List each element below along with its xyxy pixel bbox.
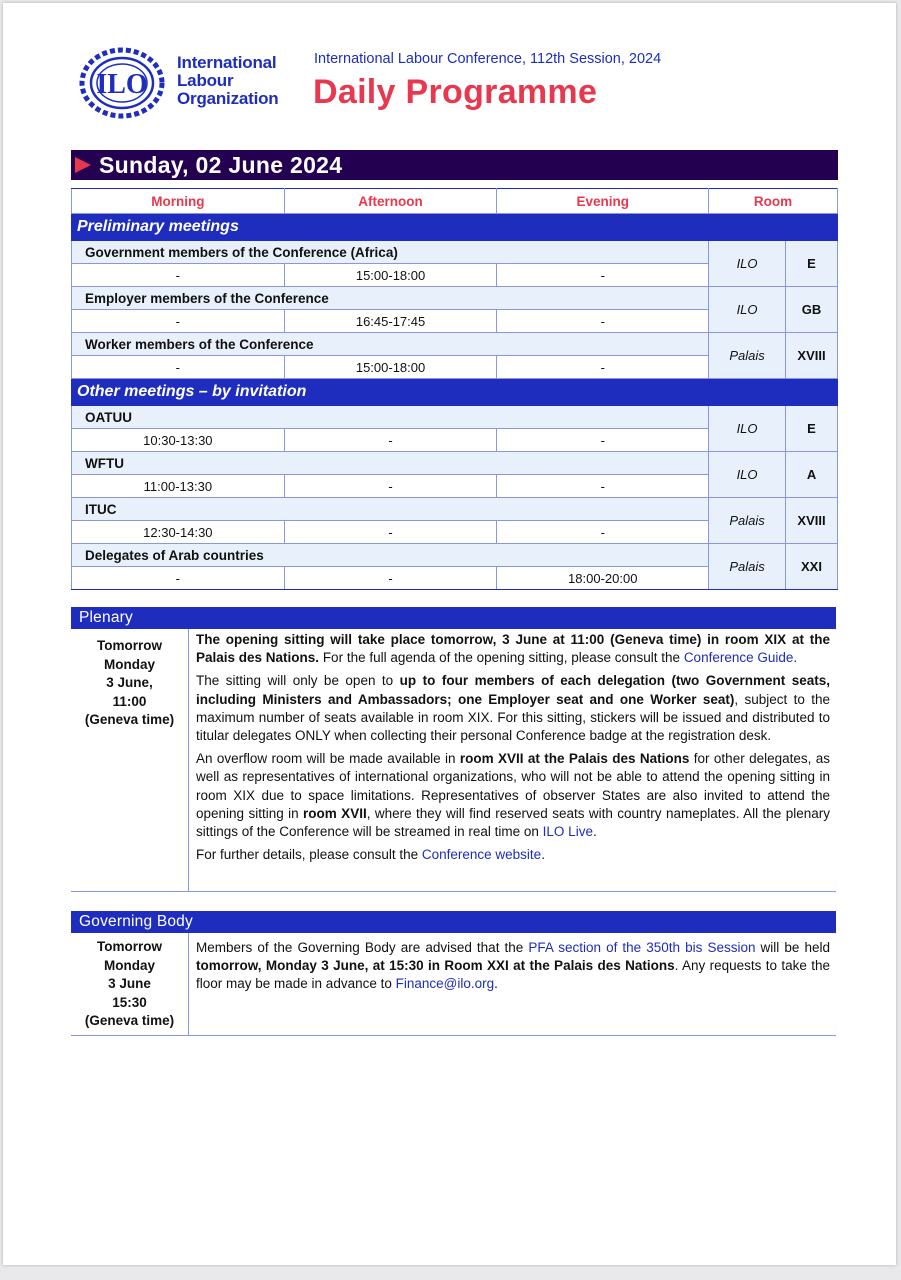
meeting-room: XVIII	[786, 498, 838, 544]
schedule-table	[71, 188, 838, 590]
text: , subject to the maximum number of seats available in room XIX. For this sitting, stickers will be issued and distributed to titular delegates ONLY when collecting their personal Conference badge at the registration desk.	[196, 691, 830, 744]
text: .	[541, 847, 545, 863]
meeting-org: Palais	[709, 544, 786, 590]
meeting-morning: -	[72, 310, 285, 333]
meeting-morning: 11:00-13:30	[72, 475, 285, 498]
plenary-section-title: Plenary	[71, 607, 836, 629]
section-row	[72, 379, 838, 406]
meeting-morning: 10:30-13:30	[72, 429, 285, 452]
meeting-afternoon: -	[284, 429, 497, 452]
text: . Any requests to take the floor may be made in advance to	[196, 958, 831, 992]
text: .	[592, 824, 597, 840]
meeting-name-row	[72, 241, 838, 264]
meeting-name: WFTU	[72, 452, 709, 475]
finance-email-link[interactable]: Finance@ilo.org	[395, 976, 495, 992]
meeting-room: E	[786, 406, 838, 452]
meeting-morning: 12:30-14:30	[72, 521, 285, 544]
meeting-room: E	[786, 241, 838, 287]
when-line: (Geneva time)	[84, 712, 175, 727]
header-afternoon: Afternoon	[284, 189, 497, 214]
meeting-org: Palais	[709, 333, 786, 379]
bold-text: room XVII	[303, 805, 367, 821]
meeting-afternoon: -	[284, 475, 497, 498]
meeting-morning: -	[72, 356, 285, 379]
page-title: Daily Programme	[313, 73, 598, 111]
meeting-room: XXI	[786, 544, 838, 590]
when-line: Tomorrow	[97, 638, 162, 653]
header-evening: Evening	[497, 189, 709, 214]
meeting-room: XVIII	[786, 333, 838, 379]
table-header-row	[72, 189, 838, 214]
meeting-name: Worker members of the Conference	[72, 333, 709, 356]
play-triangle-icon	[75, 157, 91, 173]
meeting-afternoon: 15:00-18:00	[284, 356, 497, 379]
meeting-org: Palais	[709, 498, 786, 544]
meeting-org: ILO	[709, 452, 786, 498]
meeting-org: ILO	[709, 287, 786, 333]
governing-body-section	[71, 933, 836, 1036]
section-title: Other meetings – by invitation	[72, 379, 709, 406]
plenary-paragraph	[196, 672, 830, 745]
text: For the full agenda of the opening sitting, please consult the	[319, 650, 684, 666]
meeting-name: Delegates of Arab countries	[72, 544, 709, 567]
when-line: 3 June,	[106, 675, 153, 690]
meeting-morning: -	[72, 264, 285, 287]
meeting-name-row	[72, 287, 838, 310]
plenary-text	[196, 631, 830, 864]
conference-guide-link[interactable]: Conference Guide	[683, 650, 794, 666]
plenary-paragraph	[196, 631, 830, 667]
meeting-evening: 18:00-20:00	[497, 567, 709, 590]
text: .	[793, 650, 798, 666]
meeting-evening: -	[497, 429, 709, 452]
text: An overflow room will be made available in	[196, 751, 460, 767]
meeting-afternoon: -	[284, 567, 497, 590]
meeting-evening: -	[497, 310, 709, 333]
text: The sitting will only be open to	[196, 673, 400, 689]
ilo-logo-icon	[78, 47, 166, 119]
date-label: Sunday, 02 June 2024	[99, 152, 343, 178]
governing-body-paragraph	[196, 939, 830, 994]
date-bar	[71, 150, 838, 180]
when-line: 15:30	[112, 994, 147, 1010]
governing-body-when	[71, 933, 189, 1035]
text: for other delegates, as well as representatives of international organizations, who will not be able to attend the opening sitting in room XIX due to space limitations. Representatives of observer States are also invited to attend the opening sitting in	[196, 751, 830, 821]
meeting-evening: -	[497, 475, 709, 498]
meeting-afternoon: -	[284, 521, 497, 544]
bold-text: up to four members of each delegation (two Government seats, including Ministers and Ambassadors; one Employer seat and one Worker seat)	[196, 673, 830, 707]
meeting-name-row	[72, 406, 838, 429]
organization-name	[177, 54, 279, 108]
meeting-name: Government members of the Conference (Africa)	[72, 241, 709, 264]
meeting-room: GB	[786, 287, 838, 333]
conference-website-link[interactable]: Conference website	[421, 847, 542, 863]
meeting-name: OATUU	[72, 406, 709, 429]
text: Members of the Governing Body are advised that the	[196, 940, 529, 955]
when-line: Monday	[103, 656, 155, 672]
meeting-name: Employer members of the Conference	[72, 287, 709, 310]
when-line: 11:00	[112, 693, 147, 709]
session-title: International Labour Conference, 112th Session, 2024	[314, 51, 662, 67]
bold-text: room XVII at the Palais des Nations	[459, 751, 690, 767]
logo-text: ILO	[96, 69, 148, 100]
text: For further details, please consult the	[196, 847, 422, 863]
meeting-name-row	[72, 452, 838, 475]
ilo-live-link[interactable]: ILO Live	[542, 824, 593, 840]
text: will be held	[755, 940, 831, 955]
meeting-name-row	[72, 544, 838, 567]
section-row	[72, 214, 838, 241]
governing-body-section-title: Governing Body	[71, 911, 836, 933]
meeting-afternoon: 16:45-17:45	[284, 310, 497, 333]
plenary-paragraph	[196, 846, 830, 864]
meeting-afternoon: 15:00-18:00	[284, 264, 497, 287]
header-morning: Morning	[72, 189, 285, 214]
meeting-org: ILO	[709, 241, 786, 287]
when-line: Monday	[103, 957, 155, 973]
org-name-line-3: Organization	[177, 89, 279, 108]
meeting-name: ITUC	[72, 498, 709, 521]
meeting-morning: -	[72, 567, 285, 590]
bold-text: tomorrow, Monday 3 June, at 15:30 in Room XXI at the Palais des Nations	[196, 958, 675, 974]
meeting-name-row	[72, 498, 838, 521]
when-line: 3 June	[108, 976, 151, 991]
plenary-section	[71, 629, 836, 892]
pfa-section-link[interactable]: PFA section of the 350th bis Session	[528, 940, 756, 955]
document-page	[3, 3, 896, 1265]
meeting-evening: -	[497, 356, 709, 379]
text: .	[494, 976, 498, 992]
meeting-room: A	[786, 452, 838, 498]
meeting-name-row	[72, 333, 838, 356]
header-room: Room	[709, 189, 838, 214]
plenary-when	[71, 629, 189, 891]
meeting-evening: -	[497, 264, 709, 287]
text: , where they will find reserved seats with country nameplates. All the plenary sittings of the Conference will be streamed in real time on	[196, 805, 830, 840]
when-line: (Geneva time)	[84, 1013, 175, 1028]
org-name-line-2: Labour	[177, 71, 234, 90]
meeting-evening: -	[497, 521, 709, 544]
org-name-line-1: International	[177, 53, 277, 72]
bold-text: The opening sitting will take place tomorrow, 3 June at 11:00 (Geneva time) in room XIX at the Palais des Nations.	[196, 632, 830, 666]
governing-body-text	[196, 939, 830, 994]
plenary-paragraph	[196, 750, 830, 841]
when-line: Tomorrow	[97, 939, 162, 954]
section-title: Preliminary meetings	[72, 214, 709, 241]
meeting-org: ILO	[709, 406, 786, 452]
